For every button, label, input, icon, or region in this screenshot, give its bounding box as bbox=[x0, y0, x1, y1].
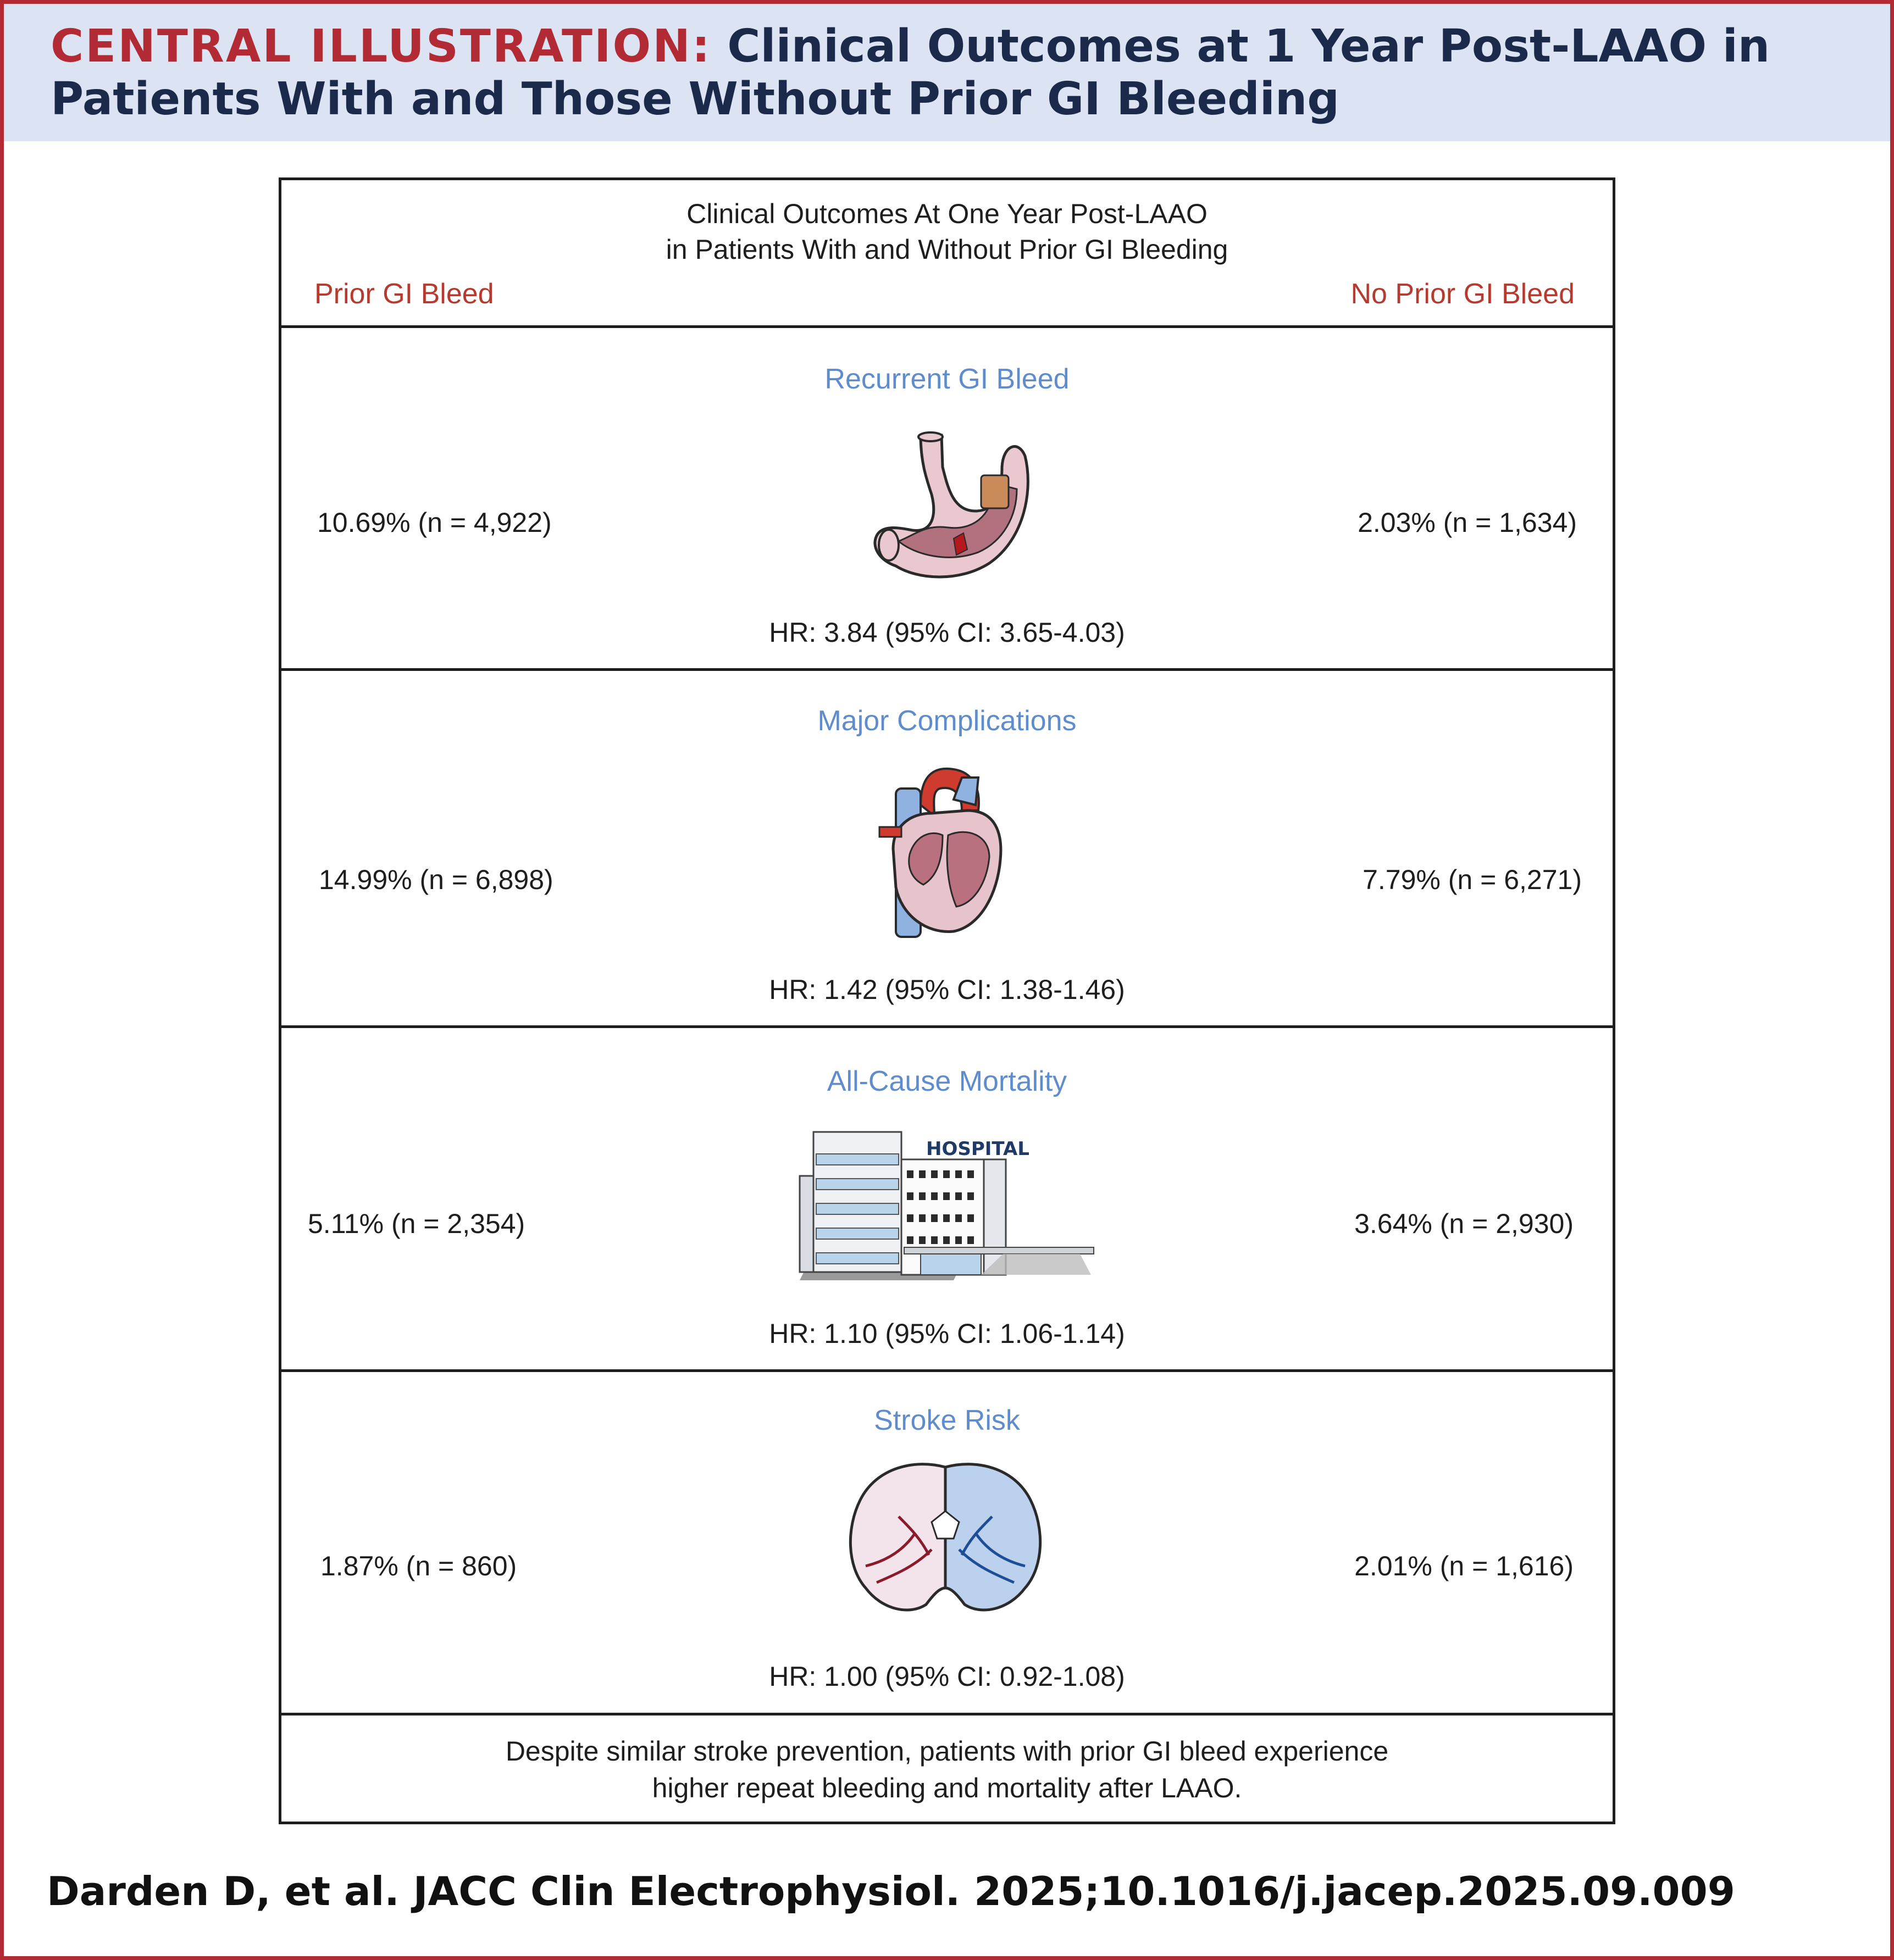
heart-icon bbox=[871, 767, 1011, 940]
all-cause-mortality-title: All-Cause Mortality bbox=[827, 1065, 1067, 1097]
brain-icon bbox=[844, 1456, 1047, 1621]
all-cause-mortality-hr: HR: 1.10 (95% CI: 1.06-1.14) bbox=[769, 1318, 1125, 1349]
conclusion-line2: higher repeat bleeding and mortality after LAAO. bbox=[652, 1773, 1242, 1803]
citation: Darden D, et al. JACC Clin Electrophysiol. 2025;10.1016/j.jacep.2025.09.009 bbox=[47, 1868, 1735, 1914]
table-title-line2: in Patients With and Without Prior GI Bleeding bbox=[666, 234, 1228, 265]
major-complications-prior-value: 14.99% (n = 6,898) bbox=[319, 864, 553, 895]
stroke-risk-title: Stroke Risk bbox=[874, 1404, 1020, 1436]
major-complications-title: Major Complications bbox=[817, 705, 1077, 737]
recurrent-gi-bleed-hr: HR: 3.84 (95% CI: 3.65-4.03) bbox=[769, 617, 1125, 648]
table-divider bbox=[279, 668, 1615, 671]
stomach-icon bbox=[866, 429, 1031, 585]
conclusion-line1: Despite similar stroke prevention, patients with prior GI bleed experience bbox=[505, 1736, 1389, 1767]
header-heading bbox=[51, 20, 1837, 126]
table-divider bbox=[279, 1369, 1615, 1372]
table-divider bbox=[279, 1025, 1615, 1028]
major-complications-hr: HR: 1.42 (95% CI: 1.38-1.46) bbox=[769, 974, 1125, 1005]
stroke-risk-hr: HR: 1.00 (95% CI: 0.92-1.08) bbox=[769, 1661, 1125, 1692]
recurrent-gi-bleed-title: Recurrent GI Bleed bbox=[824, 363, 1070, 395]
header-label: CENTRAL ILLUSTRATION: bbox=[51, 20, 712, 73]
hospital-sign: HOSPITAL bbox=[926, 1138, 1029, 1160]
header-title: Clinical Outcomes at 1 Year Post-LAAO in Patients With and Those Without Prior GI Bleeding bbox=[51, 20, 1770, 125]
prior-gi-bleed-label: Prior GI Bleed bbox=[314, 278, 494, 310]
table-divider bbox=[279, 1713, 1615, 1715]
hospital-icon bbox=[794, 1126, 1096, 1286]
all-cause-mortality-no-prior-value: 3.64% (n = 2,930) bbox=[1354, 1208, 1574, 1239]
header-banner bbox=[4, 4, 1890, 141]
recurrent-gi-bleed-no-prior-value: 2.03% (n = 1,634) bbox=[1358, 507, 1577, 538]
recurrent-gi-bleed-prior-value: 10.69% (n = 4,922) bbox=[317, 507, 552, 538]
no-prior-gi-bleed-label: No Prior GI Bleed bbox=[1350, 278, 1575, 310]
major-complications-no-prior-value: 7.79% (n = 6,271) bbox=[1363, 864, 1582, 895]
stroke-risk-prior-value: 1.87% (n = 860) bbox=[320, 1551, 517, 1581]
table-divider bbox=[279, 325, 1615, 328]
stroke-risk-no-prior-value: 2.01% (n = 1,616) bbox=[1354, 1551, 1574, 1581]
table-title-line1: Clinical Outcomes At One Year Post-LAAO bbox=[686, 198, 1208, 229]
all-cause-mortality-prior-value: 5.11% (n = 2,354) bbox=[308, 1208, 525, 1239]
